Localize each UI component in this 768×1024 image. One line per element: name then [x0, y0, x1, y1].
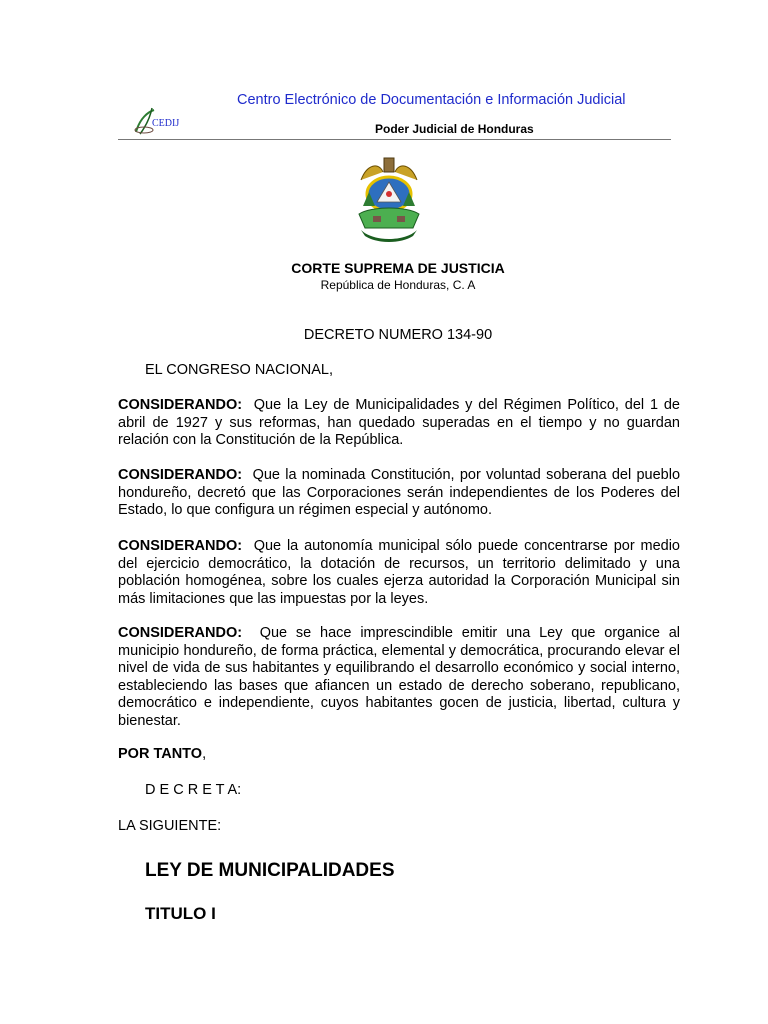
considerando-label: CONSIDERANDO: [118, 467, 243, 483]
considerando-text: Que se hace imprescindible emitir una Ley que organice al municipio hondureño, de forma práctica, elemental y democrática, procurando elevar el nivel de vida de sus habitantes y equilibrando el desarrollo económico y social interno, estableciendo las bases que afiancen un estado de derecho soberano, republicano, democrático e independiente, cuyos habitantes gocen de justicia, libertad, cultura y bienestar. [118, 625, 680, 729]
considerando-paragraph [118, 397, 680, 450]
considerando-text: Que la Ley de Municipalidades y del Régimen Político, del 1 de abril de 1927 y sus reformas, han quedado superadas en el tiempo y no guardan relación con la Constitución de la República. [118, 397, 680, 448]
la-siguiente: LA SIGUIENTE: [118, 818, 222, 834]
considerando-label: CONSIDERANDO: [118, 397, 243, 413]
considerando-paragraph [118, 538, 680, 608]
considerando-label: CONSIDERANDO: [118, 538, 243, 554]
cedij-logo [130, 104, 194, 138]
coat-of-arms-icon [353, 156, 425, 242]
header-divider [118, 139, 671, 140]
institution-name: Poder Judicial de Honduras [375, 122, 534, 136]
decree-number: DECRETO NUMERO 134-90 [303, 327, 493, 343]
decreta: D E C R E T A: [145, 782, 242, 798]
considerando-paragraph [118, 467, 680, 520]
titulo-heading: TITULO I [145, 904, 216, 923]
considerando-text: Que la nominada Constitución, por voluntad soberana del pueblo hondureño, decretó que las Corporaciones serán independientes de los Poderes del Estado, lo que configura un régimen especial y autónomo. [118, 467, 681, 518]
congress-line: EL CONGRESO NACIONAL, [145, 362, 334, 378]
por-tanto-label: POR TANTO [118, 746, 203, 762]
court-title: CORTE SUPREMA DE JUSTICIA [291, 260, 505, 276]
considerando-label: CONSIDERANDO: [118, 625, 243, 641]
considerando-paragraph [118, 625, 680, 730]
por-tanto-comma: , [202, 746, 207, 762]
center-name: Centro Electrónico de Documentación e Información Judicial [237, 92, 626, 108]
court-subtitle: República de Honduras, C. A [320, 278, 476, 292]
considerando-text: Que la autonomía municipal sólo puede concentrarse por medio del ejercicio democrático, la dotación de recursos, un territorio delimitado y una población homogénea, sobre los cuales ejerza autoridad la Corporación Municipal sin más limitaciones que las impuestas por la leyes. [118, 538, 680, 607]
por-tanto [118, 746, 206, 762]
logo-text: CEDIJ [152, 118, 180, 129]
law-title: LEY DE MUNICIPALIDADES [145, 860, 395, 881]
